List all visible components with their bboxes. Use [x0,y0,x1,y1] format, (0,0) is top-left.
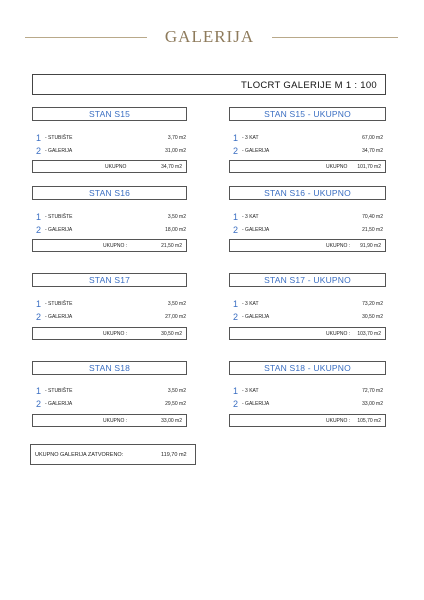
row-label: - GALERIJA [242,314,270,320]
row-label: - GALERIJA [45,148,73,154]
row-number: 2 [36,399,42,409]
row-number: 1 [233,133,239,143]
row-number: 2 [233,225,239,235]
table-row [233,398,383,410]
row-number: 2 [36,225,42,235]
stan-s16-ukupno-total [229,239,386,252]
stan-s15-total [32,160,187,173]
row-number: 2 [36,146,42,156]
table-row [36,132,186,144]
row-value: 33,00 m2 [362,401,383,407]
stan-s15-ukupno-total [229,160,386,173]
row-label: - GALERIJA [242,227,270,233]
table-row [36,224,186,236]
row-value: 3,50 m2 [167,301,186,307]
row-value: 31,00 m2 [165,148,186,154]
table-row [36,311,186,323]
table-row [233,385,383,397]
row-value: 3,50 m2 [167,214,186,220]
table-row [233,132,383,144]
row-label: - GALERIJA [242,401,270,407]
row-value: 21,50 m2 [362,227,383,233]
row-value: 34,70 m2 [362,148,383,154]
total-label: UKUPNO : [326,331,351,337]
row-number: 1 [233,386,239,396]
row-label: - GALERIJA [242,148,270,154]
total-label: UKUPNO : [326,243,351,249]
table-row [36,145,186,157]
total-label: UKUPNO : [103,418,128,424]
stan-s16-ukupno-header: STAN S16 - UKUPNO [229,186,386,200]
stan-s17-header: STAN S17 [32,273,187,287]
row-number: 2 [36,312,42,322]
stan-s15-ukupno-header: STAN S15 - UKUPNO [229,107,386,121]
stan-s17-ukupno-header: STAN S17 - UKUPNO [229,273,386,287]
stan-s16-total [32,239,187,252]
row-value: 27,00 m2 [165,314,186,320]
row-value: 29,50 m2 [165,401,186,407]
stan-s18-ukupno-total [229,414,386,427]
table-row [233,145,383,157]
row-number: 2 [233,312,239,322]
row-label: - GALERIJA [45,227,73,233]
row-label: - STUBIŠTE [45,301,73,307]
row-number: 1 [36,299,42,309]
stan-s17-total [32,327,187,340]
row-label: - STUBIŠTE [45,388,73,394]
row-label: - STUBIŠTE [45,214,73,220]
table-row [36,298,186,310]
stan-s18-total [32,414,187,427]
grand-total-value: 119,70 m2 [161,452,187,458]
stan-s16-header: STAN S16 [32,186,187,200]
plan-title: TLOCRT GALERIJE M 1 : 100 [241,80,377,91]
total-value: 91,90 m2 [360,243,381,249]
table-row [36,211,186,223]
total-value: 103,70 m2 [357,331,381,337]
total-label: UKUPNO [326,164,348,170]
page-title: GALERIJA [164,27,255,46]
row-value: 72,70 m2 [362,388,383,394]
stan-s17-ukupno-total [229,327,386,340]
row-value: 70,40 m2 [362,214,383,220]
row-label: - GALERIJA [45,314,73,320]
row-value: 30,50 m2 [362,314,383,320]
row-value: 18,00 m2 [165,227,186,233]
total-label: UKUPNO [105,164,127,170]
row-label: - STUBIŠTE [45,135,73,141]
stan-s15-header: STAN S15 [32,107,187,121]
row-label: - 3 KAT [242,388,259,394]
grand-total-box [30,444,196,465]
row-value: 67,00 m2 [362,135,383,141]
row-label: - GALERIJA [45,401,73,407]
total-value: 34,70 m2 [161,164,182,170]
row-number: 2 [233,399,239,409]
total-value: 21,50 m2 [161,243,182,249]
page-heading [0,27,424,49]
row-number: 1 [36,212,42,222]
row-label: - 3 KAT [242,301,259,307]
stan-s18-ukupno-header: STAN S18 - UKUPNO [229,361,386,375]
row-number: 2 [233,146,239,156]
row-number: 1 [36,133,42,143]
row-value: 3,50 m2 [167,388,186,394]
row-value: 3,70 m2 [167,135,186,141]
plan-title-box [32,74,386,95]
total-value: 30,50 m2 [161,331,182,337]
total-label: UKUPNO : [103,331,128,337]
stan-s18-header: STAN S18 [32,361,187,375]
row-value: 73,20 m2 [362,301,383,307]
total-value: 101,70 m2 [357,164,381,170]
table-row [36,385,186,397]
row-number: 1 [233,299,239,309]
table-row [233,211,383,223]
total-value: 33,00 m2 [161,418,182,424]
total-value: 105,70 m2 [357,418,381,424]
table-row [36,398,186,410]
table-row [233,224,383,236]
row-label: - 3 KAT [242,214,259,220]
table-row [233,311,383,323]
total-label: UKUPNO : [103,243,128,249]
table-row [233,298,383,310]
heading-rule-left [25,37,147,38]
heading-rule-right [272,37,398,38]
row-number: 1 [36,386,42,396]
row-label: - 3 KAT [242,135,259,141]
grand-total-label: UKUPNO GALERIJA ZATVORENO: [35,452,124,458]
row-number: 1 [233,212,239,222]
total-label: UKUPNO : [326,418,351,424]
